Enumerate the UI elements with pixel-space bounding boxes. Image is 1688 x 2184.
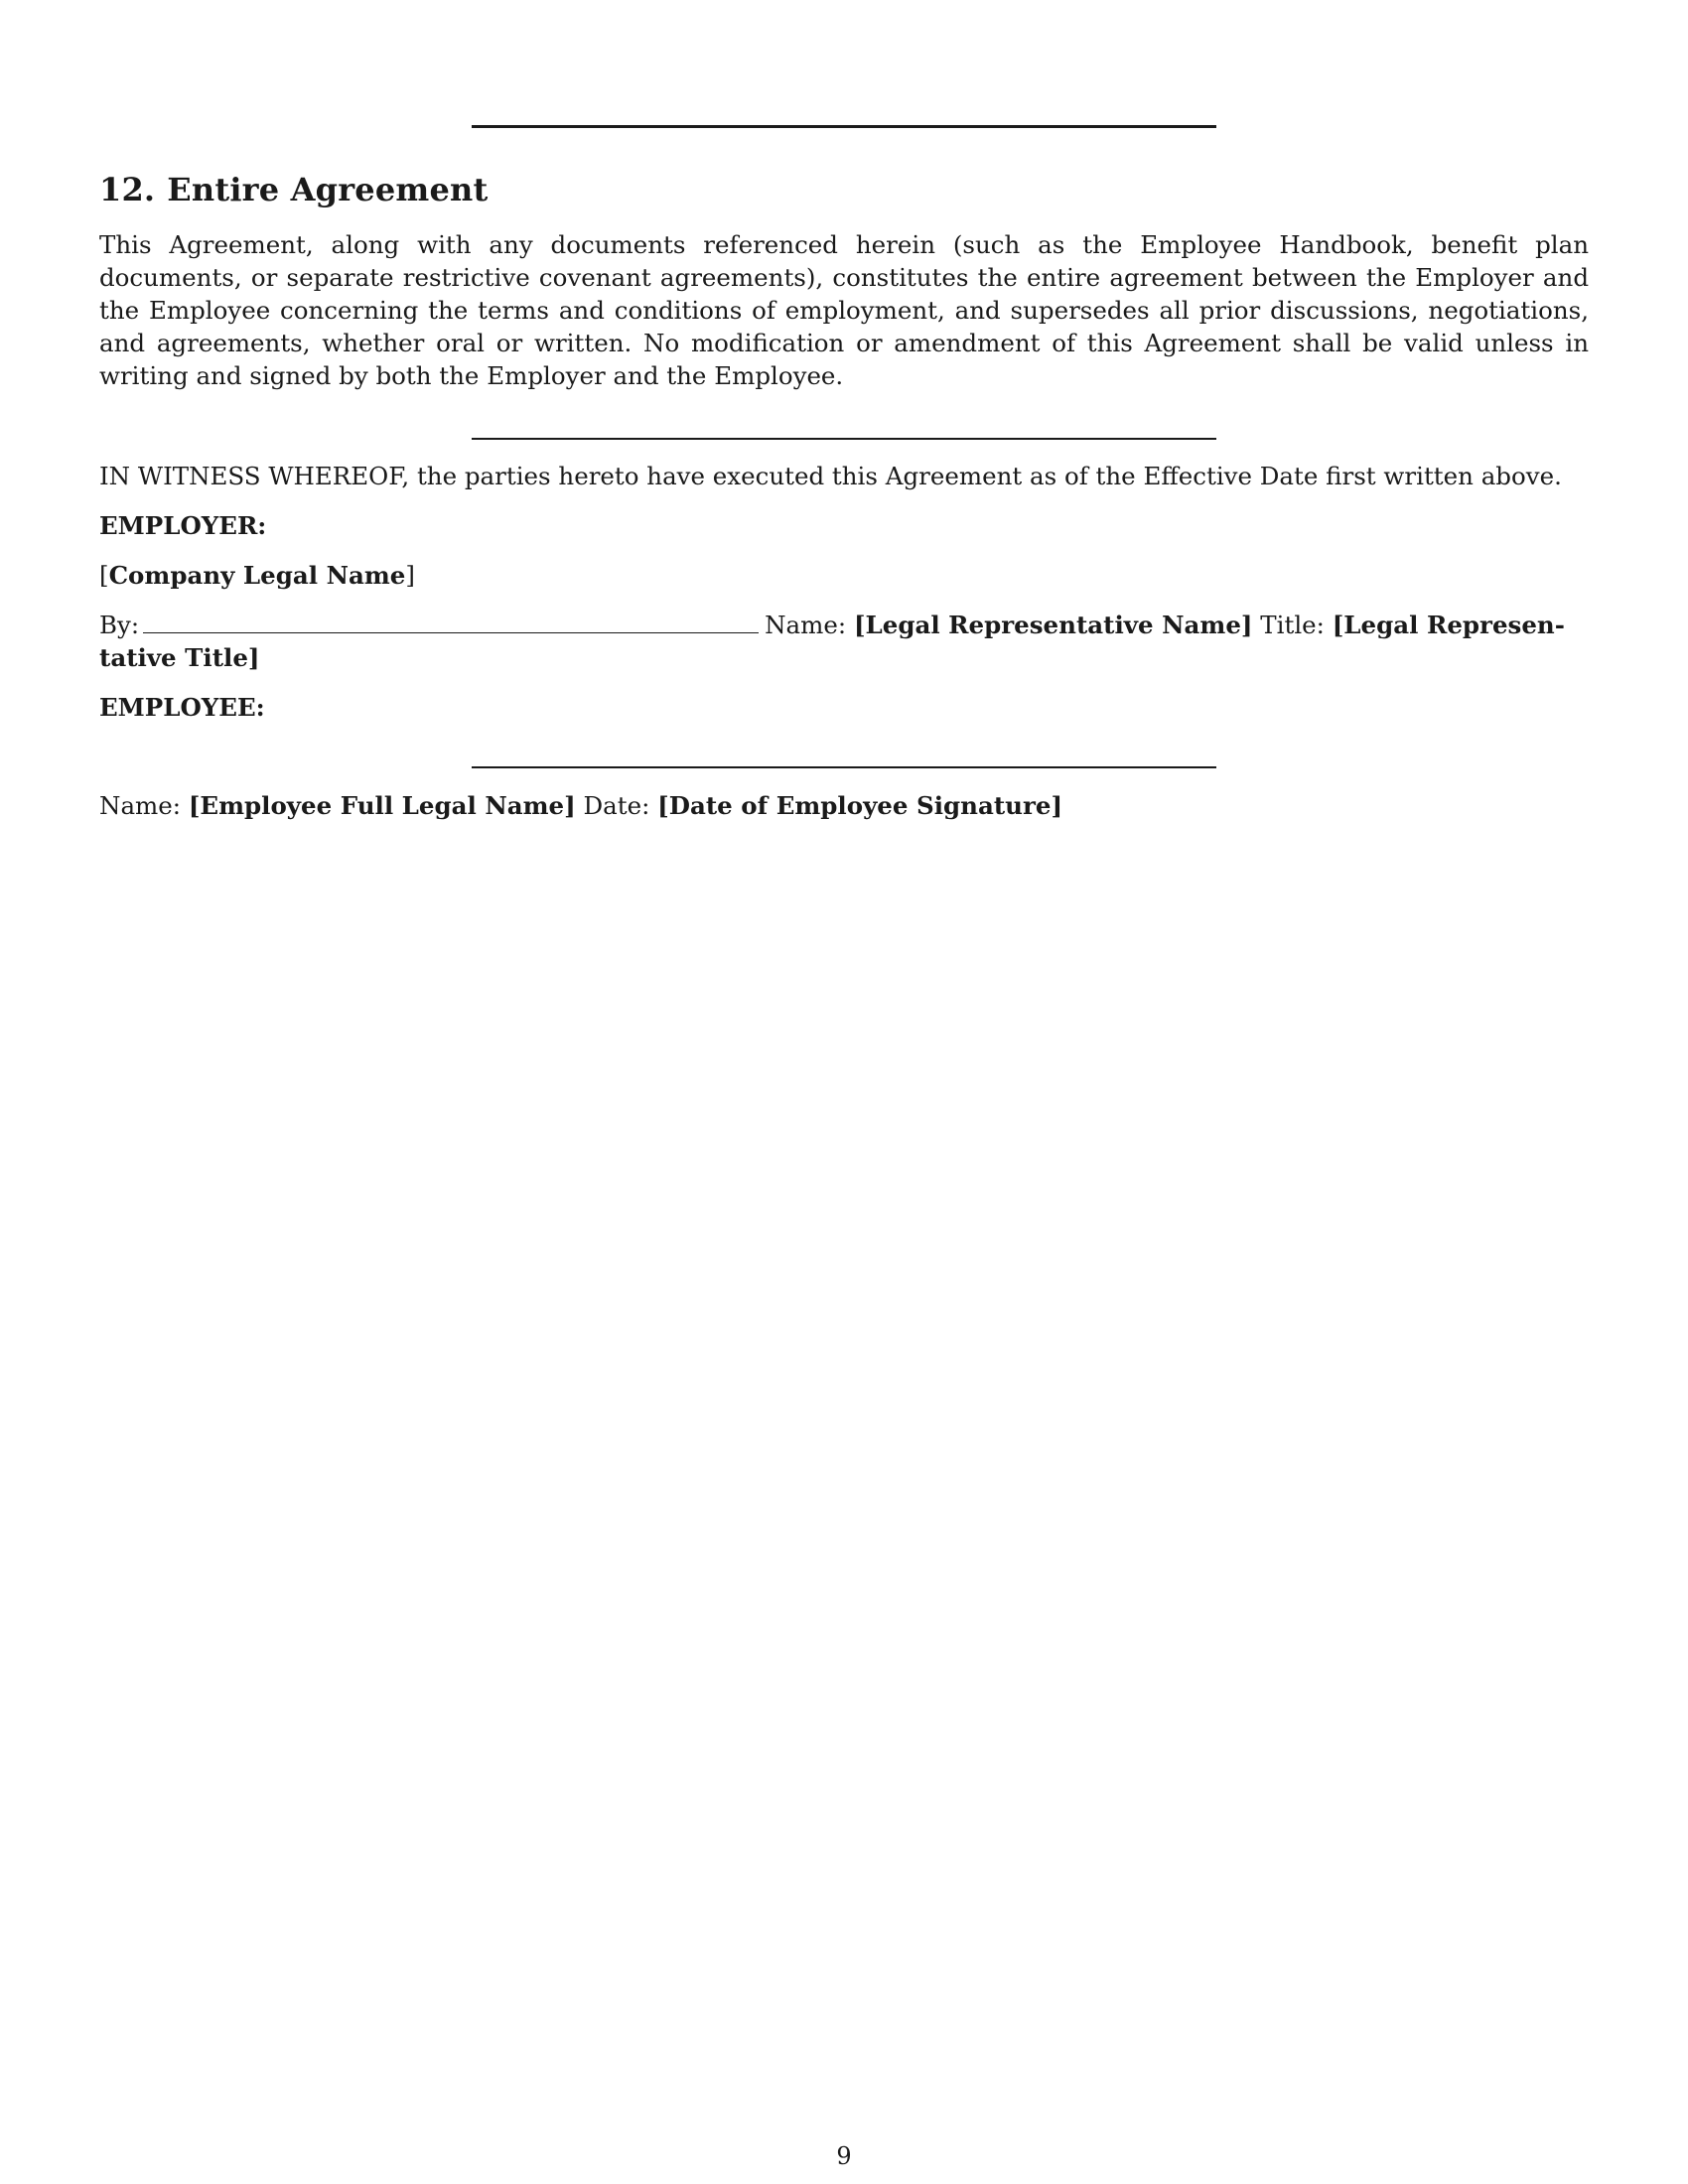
employee-heading: EMPLOYEE: [99, 693, 265, 722]
company-name-bracket-close: ] [405, 561, 415, 590]
employee-name-value: [Employee Full Legal Name] [188, 791, 576, 820]
witness-statement: IN WITNESS WHEREOF, the parties hereto have executed this Agreement as of the Effective Date first written above. [99, 462, 1562, 490]
signature-divider [472, 438, 1216, 440]
employee-name-label: Name: [99, 791, 182, 820]
employer-title-label: Title: [1260, 611, 1325, 639]
section-title: Entire Agreement [167, 171, 489, 208]
employer-signature-blank [143, 611, 759, 633]
employee-date-value: [Date of Employee Signature] [657, 791, 1063, 820]
employer-name-value: [Legal Representative Name] [853, 611, 1253, 639]
employer-signature-line [99, 609, 1565, 641]
employee-details [99, 789, 1062, 822]
employer-title-continuation: tative Title] [99, 643, 260, 672]
company-name-bracket-open: [ [99, 561, 109, 590]
employer-heading: EMPLOYER: [99, 511, 267, 540]
section-number: 12. [99, 171, 156, 208]
company-name [99, 559, 415, 592]
company-name-value: Company Legal Name [108, 561, 406, 590]
page-number: 9 [836, 2142, 852, 2170]
employee-date-label: Date: [583, 791, 650, 820]
employer-title-value: [Legal Represen- [1332, 611, 1565, 639]
employee-signature-line [472, 766, 1216, 768]
top-divider [472, 125, 1216, 128]
by-label: By: [99, 611, 140, 639]
employer-name-label: Name: [765, 611, 847, 639]
section-heading [99, 171, 488, 208]
section-body: This Agreement, along with any documents referenced herein (such as the Employee Handbook, benefit plan documents, or separate restrictive covenant agreements), constitutes the entire agreement between the Employer and the Employee concerning the terms and conditions of employment, and supersedes all prior discussions, negotiations, and agreements, whether oral or written. No modification or amendment of this Agreement shall be valid unless in writing and signed by both the Employer and the Employee. [99, 230, 1589, 390]
